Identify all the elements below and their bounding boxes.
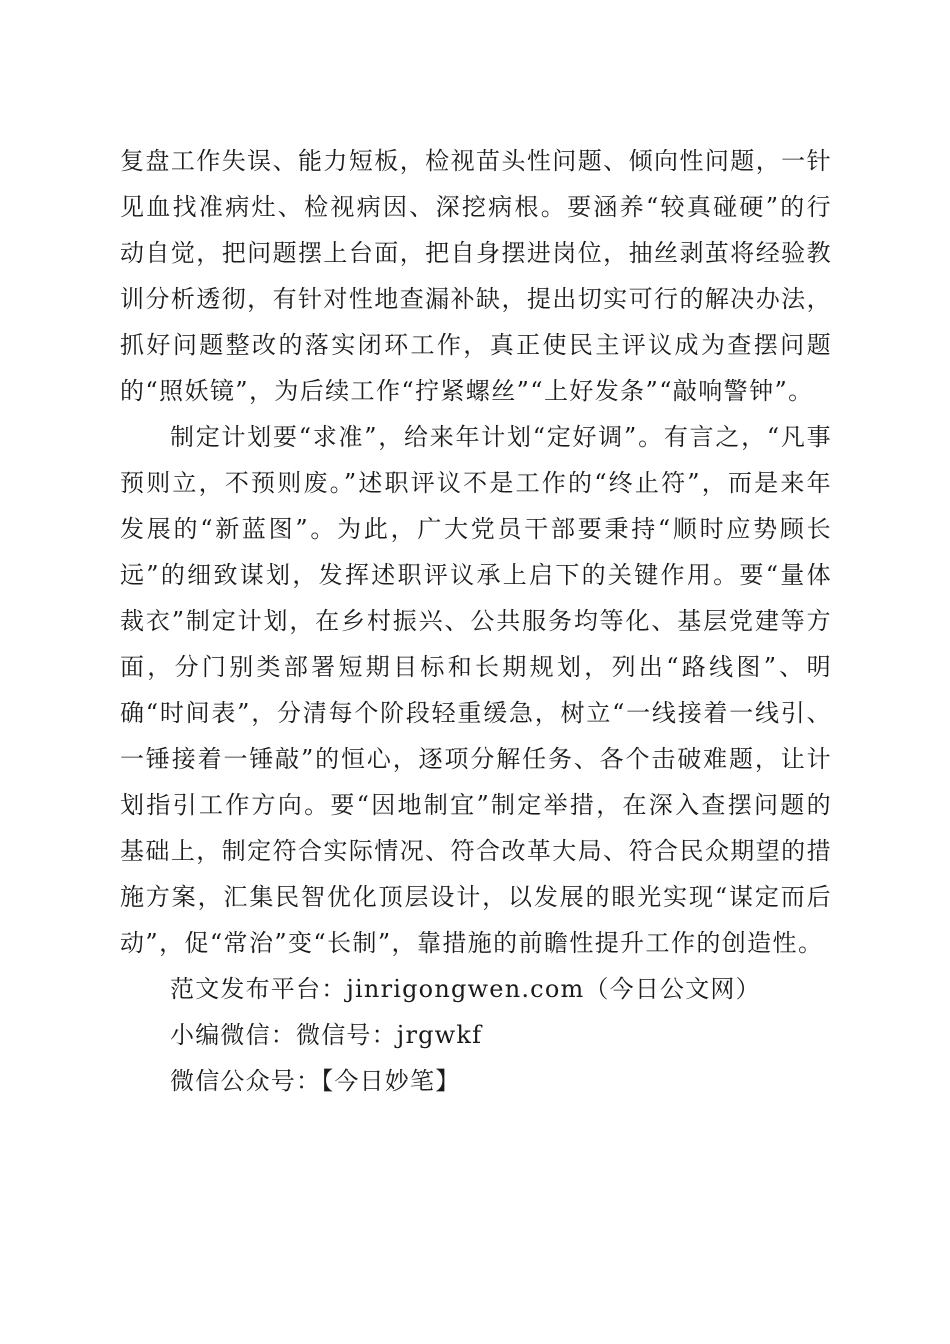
body-paragraph-plan: 制定计划要“求准”，给来年计划“定好调”。有言之，“凡事预则立，不预则废。”述职评议不是工作的“终止符”，而是来年发展的“新蓝图”。为此，广大党员干部要秉持“顺时应势顾长远”的细致谋划，发挥述职评议承上启下的关键作用。要“量体裁衣”制定计划，在乡村振兴、公共服务均等化、基层党建等方面，分门别类部署短期目标和长期规划，列出“路线图”、明确“时间表”，分清每个阶段轻重缓急，树立“一线接着一线引、一锤接着一锤敲”的恒心，逐项分解任务、各个击破难题，让计划指引工作方向。要“因地制宜”制定举措，在深入查摆问题的基础上，制定符合实际情况、符合改革大局、符合民众期望的措施方案，汇集民智优化顶层设计，以发展的眼光实现“谋定而后动”，促“常治”变“长制”，靠措施的前瞻性提升工作的创造性。 bbox=[120, 423, 832, 957]
footer-wechat: 小编微信：微信号：jrgwkf bbox=[170, 1021, 483, 1049]
document-page bbox=[120, 138, 832, 1104]
footer-platform: 范文发布平台：jinrigongwen.com（今日公文网） bbox=[170, 975, 761, 1003]
footer-public-account: 微信公众号：【今日妙笔】 bbox=[170, 1067, 461, 1095]
body-paragraph-continuation: 复盘工作失误、能力短板，检视苗头性问题、倾向性问题，一针见血找准病灶、检视病因、深挖病根。要涵养“较真碰硬”的行动自觉，把问题摆上台面，把自身摆进岗位，抽丝剥茧将经验教训分析透彻，有针对性地查漏补缺，提出切实可行的解决办法，抓好问题整改的落实闭环工作，真正使民主评议成为查摆问题的“照妖镜”，为后续工作“拧紧螺丝”“上好发条”“敲响警钟”。 bbox=[120, 147, 832, 405]
